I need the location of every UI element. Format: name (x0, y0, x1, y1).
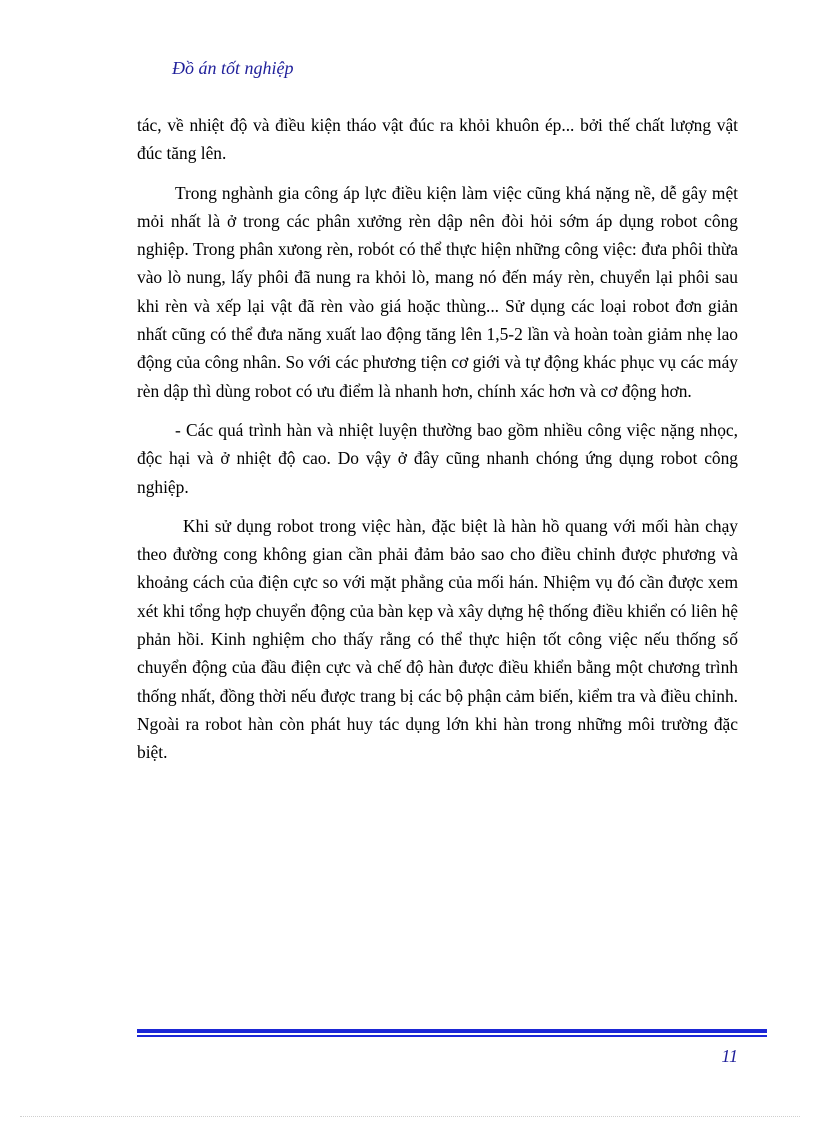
page-header-title: Đồ án tốt nghiệp (172, 58, 294, 78)
body-text (137, 111, 738, 778)
paragraph-arc-welding: Khi sử dụng robot trong việc hàn, đặc biệt là hàn hồ quang với mối hàn chạy theo đường cong không gian cần phải đảm bảo sao cho điều chỉnh được phương và khoảng cách của điện cực so với mặt phẳng của mối hán. Nhiệm vụ đó cần được xem xét khi tổng hợp chuyển động của bàn kẹp và xây dựng hệ thống điều khiển có liên hệ phản hồi. Kinh nghiệm cho thấy rằng có thể thực hiện tốt công việc nếu thống số chuyển động của đầu điện cực và chế độ hàn được điều khiển bằng một chương trình thống nhất, đồng thời nếu được trang bị các bộ phận cảm biến, kiểm tra và điều chỉnh. Ngoài ra robot hàn còn phát huy tác dụng lớn khi hàn trong những môi trường đặc biệt. (137, 515, 738, 763)
footer-rule-thin-line (137, 1035, 767, 1037)
page-number: 11 (721, 1046, 738, 1066)
paragraph-continuation: tác, về nhiệt độ và điều kiện tháo vật đúc ra khỏi khuôn ép... bởi thế chất lượng vật đúc tăng lên. (137, 115, 738, 164)
page-bottom-border (20, 1116, 800, 1117)
paragraph-forging: Trong nghành gia công áp lực điều kiện làm việc cũng khá nặng nề, dễ gây mệt mỏi nhất là ở trong các phân xưởng rèn dập nên đòi hỏi sớm áp dụng robot công nghiệp. Trong phân xưong rèn, robót có thể thực hiện những công việc: đưa phôi thừa vào lò nung, lấy phôi đã nung ra khỏi lò, mang nó đến máy rèn, chuyển lại phôi sau khi rèn và xếp lại vật đã rèn vào giá hoặc thùng... Sử dụng các loại robot đơn giản nhất cũng có thể đưa năng xuất lao động tăng lên 1,5-2 lần và hoàn toàn giảm nhẹ lao động của công nhân. So với các phương tiện cơ giới và tự động khác phục vụ các máy rèn dập thì dùng robot có ưu điểm là nhanh hơn, chính xác hơn và cơ động hơn. (137, 182, 738, 401)
footer-rule-thick-line (137, 1029, 767, 1033)
paragraph-welding-heat-treatment: - Các quá trình hàn và nhiệt luyện thường bao gồm nhiều công việc nặng nhọc, độc hại và ở nhiệt độ cao. Do vậy ở đây cũng nhanh chóng ứng dụng robot công nghiệp. (137, 419, 738, 497)
footer-rule (137, 1029, 767, 1037)
